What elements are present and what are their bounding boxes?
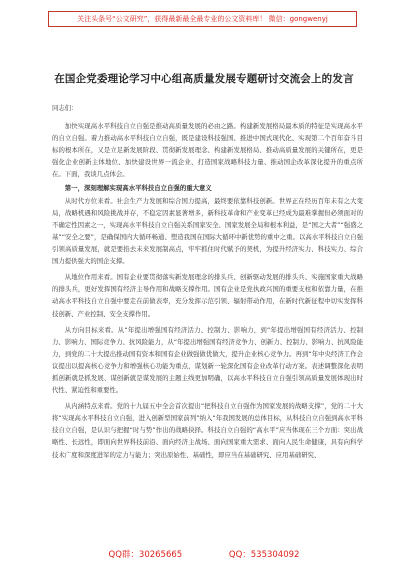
page-title: 在国企党委理论学习中心组高质量发展专题研讨交流会上的发言 (54, 73, 354, 85)
paragraph-role: 从地位作用来看。国有企业要贯彻落实新发展理念的排头兵、创新驱动发展的排头兵、实施国家重大战略的排头兵，更好发挥国有经济主导作用和战略支撑作用。国有企业是党执政兴国的重要支柱和依靠力量，在推动高水平科技自立自强中要走在前做表率，充分发挥示范引领、辐射带动作用，在新时代新征程中切实发挥科技创新、产业控制、安全支撑作用。 (52, 273, 363, 318)
promo-banner: 关注头条号“公文研究”，获得最新最全最专业的公文资料库！ 微信：gongwenyj (48, 11, 357, 27)
paragraph-connotation: 从内涵特点来看。党的十九届五中全会首次提出“把科技自立自强作为国家发展的战略支撑”，党的二十大将“实现高水平科技自立自强，进入创新型国家前列”纳入“年我国发展的总体目标，从科技自立自强到高水平科技自立自强，是认识与把握“时与势”作出的战略抉择。科技自立自强的“高水平”应当体现在三个方面：突出战略性、长远性，即面向世界科技前沿、面向经济主战场、面向国家重大需求、面向人民生命健康，具有向科学技术广度和深度进军的定力与能力；突出原始性、基础性，即应当在基础研究、应用基础研究、 (52, 402, 363, 459)
qq-text: QQ：535304092 (228, 550, 300, 560)
qq-group-text: QQ群：30265665 (108, 550, 183, 560)
paragraph-era: 从时代方位来看。社会生产力发展和综合国力提高，最终要依靠科技创新。世界正在经历百年未有之大变局，战略机遇和风险挑战并存，不稳定因素显著增多，新科技革命和产业变革已经成为最难掌握但必须面对的不确定性因素之一，实现高水平科技自立自强关系国家安全、国家发展全局和根本利益，是“国之大者”“强盛之基”“安全之要”，是确保国内大循环畅通、塑造我国在国际大循环中新优势的重中之重。以高水平科技自立自强引领高质量发展，就是要掐去未来发展制高点，牢牢抓住时代赋予的契机，为提升经济实力、科技实力、综合国力提供强大的国企支撑。 (52, 196, 363, 266)
section-heading: 第一，深刻理解实现高水平科技自立自强的重大意义 (64, 183, 212, 192)
paragraph-direction: 从方向目标来看。从“年提出增强国有经济活力、控制力、影响力，到“年提出增强国有经济活力、控制力、影响力、国际竞争力、抗风险能力，从“年提出增强国有经济竞争力、创新力、控制力、影响力、抗风险能力，到党的二十大提出推动国有资本和国有企业做强做优做大，提升企业核心竞争力。再到“年中央经济工作会议提出以提高核心竞争力和增强核心功能为重点，谋划新一轮深化国有企业改革行动方案。表述调整深化表明抓创新就是抓发展、谋创新就是谋发展的主题主线更加明确，以高水平科技自立自强引领高质量发展体现出时代性、紧迫性和重要性。 (52, 325, 363, 395)
intro-paragraph: 加快实现高水平科技自立自强是推动高质量发展的必由之路。构建新发展格局最本质的特征是实现高水平的自立自强。着力推动高水平科技自立自强，既是建设科技强国、推进中国式现代化、实现第二个百年奋斗目标的根本所在，又是立足新发展阶段、贯彻新发展理念、构建新发展格局、推动高质量发展的关键所在，更是强化企业创新主体地位、加快建设世界一流企业、打造国家战略科技力量、推动国企改革深化提升的重点所在。下面，我谈几点体会。 (52, 122, 363, 179)
document-body (52, 102, 363, 461)
footer-contact (0, 548, 408, 560)
greeting: 同志们： (52, 104, 78, 112)
